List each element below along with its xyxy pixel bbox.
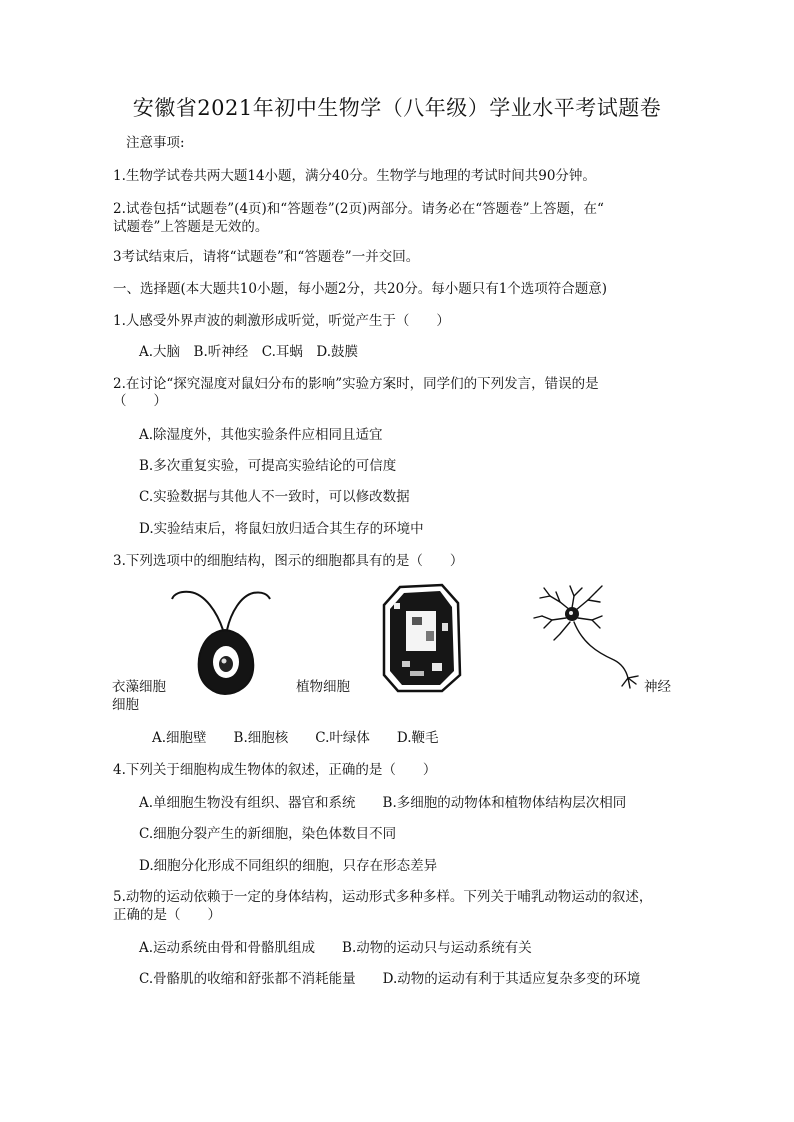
- plant-cell-figure: [382, 583, 462, 693]
- notice-item-2-cont: 试题卷”上答题是无效的。: [113, 219, 269, 235]
- q3-options: A.细胞壁 B.细胞核 C.叶绿体 D.鞭毛: [152, 730, 439, 746]
- q5-option-cd: C.骨骼肌的收缩和舒张都不消耗能量 D.动物的运动有利于其适应复杂多变的环境: [139, 971, 641, 987]
- notice-heading: 注意事项:: [126, 135, 185, 151]
- nerve-cell-figure: [530, 582, 645, 692]
- algae-cell-figure: [165, 582, 275, 697]
- q4-option-ab: A.单细胞生物没有组织、器官和系统 B.多细胞的动物体和植物体结构层次相同: [139, 795, 627, 811]
- notice-item-2: 2.试卷包括“试题卷”(4页)和“答题卷”(2页)两部分。请务必在“答题卷”上答题，在“: [113, 201, 604, 217]
- q2-option-a: A.除湿度外，其他实验条件应相同且适宜: [139, 427, 383, 443]
- label-algae-cell-cont: 细胞: [112, 697, 139, 713]
- q1-stem: 1.人感受外界声波的刺激形成听觉，听觉产生于（ ）: [113, 313, 450, 329]
- q5-stem: 5.动物的运动依赖于一定的身体结构，运动形式多种多样。下列关于哺乳动物运动的叙述，: [113, 889, 653, 905]
- q4-option-c: C.细胞分裂产生的新细胞，染色体数目不同: [139, 826, 397, 842]
- q5-option-ab: A.运动系统由骨和骨骼肌组成 B.动物的运动只与运动系统有关: [139, 940, 532, 956]
- q1-options: A.大脑 B.听神经 C.耳蜗 D.鼓膜: [139, 344, 359, 360]
- q5-stem-cont: 正确的是（ ）: [113, 907, 221, 923]
- q3-stem: 3.下列选项中的细胞结构，图示的细胞都具有的是（ ）: [113, 553, 464, 569]
- section-heading: 一、选择题(本大题共10小题，每小题2分，共20分。每小题只有1个选项符合题意): [113, 281, 608, 297]
- label-nerve-cell: 神经: [644, 679, 671, 695]
- q4-stem: 4.下列关于细胞构成生物体的叙述，正确的是（ ）: [113, 762, 437, 778]
- page-title: 安徽省2021年初中生物学（八年级）学业水平考试题卷: [132, 96, 662, 120]
- q2-stem-cont: （ ）: [113, 393, 167, 409]
- label-plant-cell: 植物细胞: [296, 679, 350, 695]
- notice-item-1: 1.生物学试卷共两大题14小题，满分40分。生物学与地理的考试时间共90分钟。: [113, 168, 596, 184]
- q2-stem: 2.在讨论“探究湿度对鼠妇分布的影响”实验方案时，同学们的下列发言，错误的是: [113, 376, 599, 392]
- q2-option-d: D.实验结束后，将鼠妇放归适合其生存的环境中: [139, 521, 424, 537]
- label-algae-cell: 衣藻细胞: [112, 679, 166, 695]
- notice-item-3: 3考试结束后，请将“试题卷”和“答题卷”一并交回。: [113, 249, 420, 265]
- q4-option-d: D.细胞分化形成不同组织的细胞，只存在形态差异: [139, 858, 438, 874]
- q2-option-b: B.多次重复实验，可提高实验结论的可信度: [139, 458, 397, 474]
- q2-option-c: C.实验数据与其他人不一致时，可以修改数据: [139, 489, 410, 505]
